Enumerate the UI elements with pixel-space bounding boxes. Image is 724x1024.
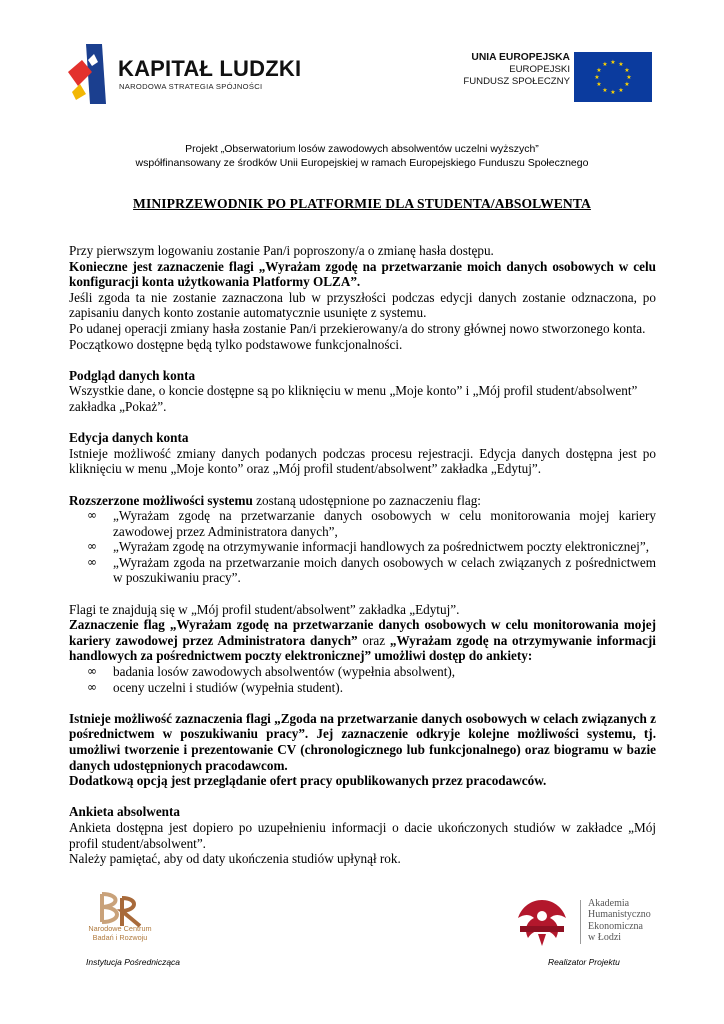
edit-heading: Edycja danych konta	[69, 430, 189, 446]
kapital-ludzki-subtitle: NARODOWA STRATEGIA SPÓJNOŚCI	[119, 82, 263, 91]
ncbr-caption: Instytucja Pośrednicząca	[86, 957, 181, 967]
eu-flag-icon	[574, 52, 652, 102]
intro-p5: Początkowo dostępne będą tylko podstawowe funkcjonalności.	[69, 336, 403, 352]
edit-text: Istnieje możliwość zmiany danych podanych podczas procesu rejestracji. Edycja danych dostępna jest po kliknięciu w menu „Moje konto” oraz „Mój profil student/absolwent” zakładka „Edytuj”.	[69, 445, 656, 477]
svg-text:★: ★	[618, 87, 624, 94]
view-heading: Podgląd danych konta	[69, 367, 196, 383]
project-header	[0, 142, 724, 170]
cv-paragraph: Istnieje możliwość zaznaczenia flagi „Zgoda na przetwarzanie danych osobowych w celach związanych z pośrednictwem w poszukiwaniu pracy”. Jej zaznaczenie odkryje kolejne możliwości systemu, tj. umożliwi tworzenie i prezentowanie CV (chronologicznego lub funkcjonalnego) oraz biogramu w bazie danych udostępnionych pracodawcom.	[69, 710, 656, 773]
infinity-bullet-icon: ∞	[87, 679, 97, 694]
ahe-name: Akademia Humanistyczno Ekonomiczna w Łodzi	[588, 898, 651, 944]
offers-paragraph: Dodatkową opcją jest przeglądanie ofert pracy opublikowanych przez pracodawców.	[69, 773, 547, 789]
eu-logo-text	[463, 52, 570, 88]
list-item: ∞ „Wyrażam zgodę na przetwarzanie danych osobowych w celu monitorowania mojej kariery zawodowej przez Administratora danych”,	[87, 508, 656, 539]
svg-text:★: ★	[624, 81, 630, 88]
svg-text:★: ★	[596, 81, 602, 88]
kapital-ludzki-title: KAPITAŁ LUDZKI	[118, 56, 302, 81]
svg-text:★: ★	[626, 74, 632, 81]
extended-lead	[69, 493, 656, 509]
extended-list	[69, 508, 656, 586]
intro-p1: Przy pierwszym logowaniu zostanie Pan/i poproszony/a o zmianę hasła dostępu.	[69, 243, 494, 258]
svg-text:★: ★	[602, 61, 608, 68]
flags-paragraph: Zaznaczenie flag „Wyrażam zgodę na przetwarzanie danych osobowych w celu monitorowania mojej kariery zawodowej przez Administratora danych” oraz „Wyrażam zgodę na otrzymywanie informacji handlowych za pośrednictwem poczty elektronicznej” umożliwi dostęp do ankiety:	[69, 617, 656, 664]
view-text: Wszystkie dane, o koncie dostępne są po kliknięciu w menu „Moje konto” i „Mój profil student/absolwent” zakładka „Pokaż”.	[69, 383, 638, 414]
list-item: ∞ „Wyrażam zgodę na otrzymywanie informacji handlowych za pośrednictwem poczty elektronicznej”,	[87, 539, 649, 555]
document-title: MINIPRZEWODNIK PO PLATFORMIE DLA STUDENTA/ABSOLWENTA	[133, 196, 591, 211]
survey-list	[69, 664, 656, 695]
kapital-ludzki-emblem-icon	[66, 42, 110, 106]
svg-text:★: ★	[596, 67, 602, 74]
list-item: ∞ „Wyrażam zgoda na przetwarzanie moich danych osobowych w celach związanych z pośrednictwem w poszukiwaniu pracy”.	[87, 554, 656, 586]
intro-p4: Po udanej operacji zmiany hasła zostanie Pan/i przekierowany/a do strony głównej nowo stworzonego konta.	[69, 320, 646, 336]
ahe-divider	[580, 900, 581, 944]
infinity-bullet-icon: ∞	[87, 508, 97, 523]
project-line1: Projekt „Obserwatorium losów zawodowych absolwentów uczelni wyższych”	[185, 143, 539, 155]
ahe-logo	[514, 896, 674, 952]
flags-location: Flagi te znajdują się w „Mój profil student/absolwent” zakładka „Edytuj”.	[69, 601, 460, 617]
ahe-eagle-emblem-icon	[514, 896, 570, 948]
ahe-caption: Realizator Projektu	[548, 957, 620, 967]
project-line2: współfinansowany ze środków Unii Europejskiej w ramach Europejskiego Funduszu Społecznego	[135, 157, 589, 169]
ncbr-logo	[82, 892, 182, 952]
ncbr-name: Narodowe Centrum Badań i Rozwoju	[88, 924, 152, 942]
infinity-bullet-icon: ∞	[87, 554, 97, 569]
svg-text:★: ★	[618, 61, 624, 68]
survey-text2: Należy pamiętać, aby od daty ukończenia studiów upłynął rok.	[69, 851, 401, 867]
extended-lead-rest: zostaną udostępnione po zaznaczeniu flag:	[252, 492, 481, 508]
svg-text:★: ★	[610, 89, 616, 96]
kapital-ludzki-logo	[66, 42, 302, 106]
document-body	[69, 243, 656, 867]
infinity-bullet-icon: ∞	[87, 539, 97, 554]
svg-text:★: ★	[624, 67, 630, 74]
eu-line3: FUNDUSZ SPOŁECZNY	[463, 76, 570, 87]
survey-heading: Ankieta absolwenta	[69, 804, 181, 820]
list-item: ∞ oceny uczelni i studiów (wypełnia student).	[87, 679, 343, 695]
svg-text:★: ★	[610, 59, 616, 66]
survey-text: Ankieta dostępna jest dopiero po uzupełnieniu informacji o dacie ukończonych studiów w zakładce „Mój profil student/absolwent”.	[69, 819, 656, 851]
eu-line1: UNIA EUROPEJSKA	[471, 52, 570, 63]
eu-line2: EUROPEJSKI	[509, 64, 570, 75]
list-item: ∞ badania losów zawodowych absolwentów (wypełnia absolwent),	[87, 664, 456, 680]
intro-p2: Konieczne jest zaznaczenie flagi „Wyrażam zgodę na przetwarzanie moich danych osobowych w celu konfiguracji konta użytkowania Platformy OLZA”.	[69, 258, 656, 290]
extended-lead-bold: Rozszerzone możliwości systemu	[69, 492, 253, 508]
svg-text:★: ★	[602, 87, 608, 94]
eu-logo	[462, 52, 652, 102]
infinity-bullet-icon: ∞	[87, 664, 97, 679]
svg-text:★: ★	[594, 74, 600, 81]
intro-p3: Jeśli zgoda ta nie zostanie zaznaczona lub w przyszłości podczas edycji danych zostanie odznaczona, po zapisaniu danych konto zostanie automatycznie usunięte z systemu.	[69, 289, 656, 321]
